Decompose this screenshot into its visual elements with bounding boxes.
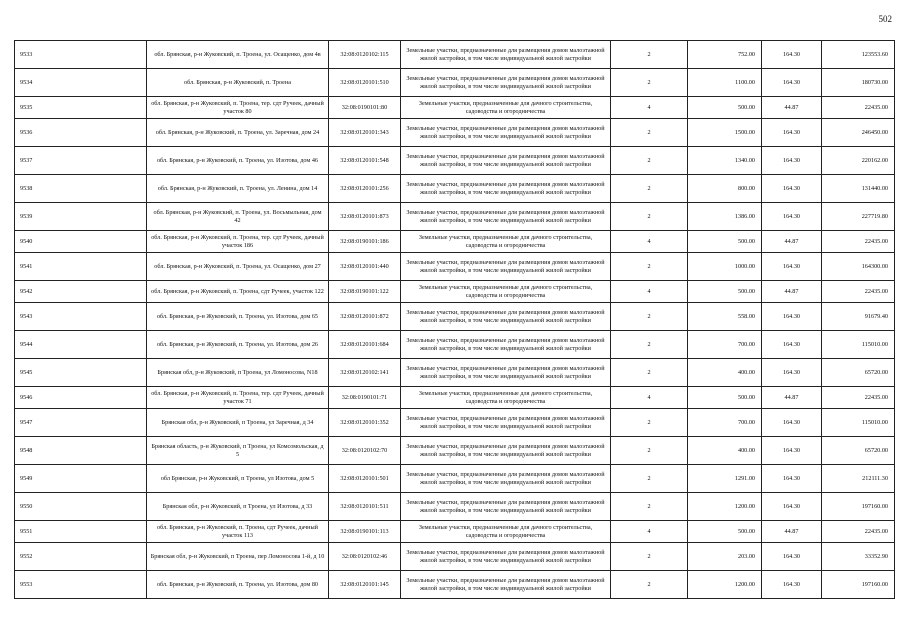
cadastral-value-cell: 115010.00 bbox=[822, 331, 895, 359]
address-cell: обл. Брянская, р-н Жуковский, п. Троена, ул. Осащенко, дом 27 bbox=[147, 253, 329, 281]
table-row bbox=[15, 281, 895, 303]
area-cell: 500.00 bbox=[688, 97, 762, 119]
table-row bbox=[15, 409, 895, 437]
land-use-cell: Земельные участки, предназначенные для размещения домов малоэтажной жилой застройки, в том числе индивидуальной жилой застройки bbox=[401, 253, 611, 281]
address-cell: обл. Брянская, р-н Жуковский, п. Троена, ул. Заречная, дом 24 bbox=[147, 119, 329, 147]
rate-cell: 164.30 bbox=[762, 571, 822, 599]
group-cell: 2 bbox=[611, 409, 688, 437]
cadastral-value-cell: 220162.00 bbox=[822, 147, 895, 175]
table-row bbox=[15, 571, 895, 599]
address-cell: Брянская обл, р-н Жуковский, п Троена, пер Ломоносова 1-й, д 10 bbox=[147, 543, 329, 571]
rate-cell: 164.30 bbox=[762, 203, 822, 231]
rate-cell: 164.30 bbox=[762, 69, 822, 97]
address-cell: обл. Брянская, р-н Жуковский, п. Троена, ул. Ленина, дом 14 bbox=[147, 175, 329, 203]
rate-cell: 44.87 bbox=[762, 521, 822, 543]
land-use-cell: Земельные участки, предназначенные для размещения домов малоэтажной жилой застройки, в том числе индивидуальной жилой застройки bbox=[401, 359, 611, 387]
rate-cell: 164.30 bbox=[762, 41, 822, 69]
table-row bbox=[15, 69, 895, 97]
address-cell: Брянская обл, р-н Жуковский, п Троена, ул Изотова, д 33 bbox=[147, 493, 329, 521]
row-number-cell: 9553 bbox=[15, 571, 147, 599]
table-row bbox=[15, 41, 895, 69]
area-cell: 1386.00 bbox=[688, 203, 762, 231]
cadastral-number-cell: 32:08:0120101:511 bbox=[329, 493, 401, 521]
land-use-cell: Земельные участки, предназначенные для дачного строительства, садоводства и огородничества bbox=[401, 231, 611, 253]
cadastral-value-cell: 197160.00 bbox=[822, 493, 895, 521]
area-cell: 700.00 bbox=[688, 409, 762, 437]
area-cell: 400.00 bbox=[688, 437, 762, 465]
cadastral-value-cell: 22435.00 bbox=[822, 281, 895, 303]
land-use-cell: Земельные участки, предназначенные для размещения домов малоэтажной жилой застройки, в том числе индивидуальной жилой застройки bbox=[401, 465, 611, 493]
cadastral-value-cell: 246450.00 bbox=[822, 119, 895, 147]
area-cell: 500.00 bbox=[688, 231, 762, 253]
address-cell: обл. Брянская, р-н Жуковский, п. Троена, сдт Ручеек, участок 122 bbox=[147, 281, 329, 303]
row-number-cell: 9533 bbox=[15, 41, 147, 69]
table-row bbox=[15, 521, 895, 543]
row-number-cell: 9534 bbox=[15, 69, 147, 97]
rate-cell: 164.30 bbox=[762, 253, 822, 281]
cadastral-number-cell: 32:08:0120101:256 bbox=[329, 175, 401, 203]
cadastral-value-cell: 22435.00 bbox=[822, 97, 895, 119]
group-cell: 2 bbox=[611, 493, 688, 521]
area-cell: 500.00 bbox=[688, 387, 762, 409]
rate-cell: 164.30 bbox=[762, 119, 822, 147]
cadastral-number-cell: 32:08:0120101:872 bbox=[329, 303, 401, 331]
cadastral-number-cell: 32:08:0190101:113 bbox=[329, 521, 401, 543]
cadastral-number-cell: 32:08:0190101:71 bbox=[329, 387, 401, 409]
area-cell: 1200.00 bbox=[688, 493, 762, 521]
row-number-cell: 9540 bbox=[15, 231, 147, 253]
cadastral-value-cell: 123553.60 bbox=[822, 41, 895, 69]
area-cell: 800.00 bbox=[688, 175, 762, 203]
land-use-cell: Земельные участки, предназначенные для размещения домов малоэтажной жилой застройки, в том числе индивидуальной жилой застройки bbox=[401, 147, 611, 175]
cadastral-number-cell: 32:08:0120101:501 bbox=[329, 465, 401, 493]
group-cell: 4 bbox=[611, 387, 688, 409]
address-cell: обл Брянская, р-н Жуковский, п Троена, ул Изотова, дом 5 bbox=[147, 465, 329, 493]
land-use-cell: Земельные участки, предназначенные для размещения домов малоэтажной жилой застройки, в том числе индивидуальной жилой застройки bbox=[401, 41, 611, 69]
land-use-cell: Земельные участки, предназначенные для размещения домов малоэтажной жилой застройки, в том числе индивидуальной жилой застройки bbox=[401, 69, 611, 97]
group-cell: 2 bbox=[611, 331, 688, 359]
address-cell: Брянская область, р-н Жуковский, п Троена, ул Комсомольская, д 5 bbox=[147, 437, 329, 465]
group-cell: 2 bbox=[611, 571, 688, 599]
cadastral-number-cell: 32:08:0120101:352 bbox=[329, 409, 401, 437]
rate-cell: 44.87 bbox=[762, 387, 822, 409]
cadastral-number-cell: 32:08:0120101:684 bbox=[329, 331, 401, 359]
land-use-cell: Земельные участки, предназначенные для размещения домов малоэтажной жилой застройки, в том числе индивидуальной жилой застройки bbox=[401, 409, 611, 437]
cadastral-number-cell: 32:08:0120101:548 bbox=[329, 147, 401, 175]
land-use-cell: Земельные участки, предназначенные для дачного строительства, садоводства и огородничества bbox=[401, 521, 611, 543]
cadastral-number-cell: 32:08:0120101:145 bbox=[329, 571, 401, 599]
table-row bbox=[15, 543, 895, 571]
table-row bbox=[15, 231, 895, 253]
table-row bbox=[15, 387, 895, 409]
cadastral-value-cell: 212111.30 bbox=[822, 465, 895, 493]
cadastral-value-cell: 22435.00 bbox=[822, 387, 895, 409]
row-number-cell: 9545 bbox=[15, 359, 147, 387]
address-cell: обл. Брянская, р-н Жуковский, п. Троена, тер. сдт Ручеек, дачный участок 71 bbox=[147, 387, 329, 409]
row-number-cell: 9538 bbox=[15, 175, 147, 203]
area-cell: 1340.00 bbox=[688, 147, 762, 175]
page-number: 502 bbox=[878, 14, 892, 24]
group-cell: 2 bbox=[611, 465, 688, 493]
group-cell: 2 bbox=[611, 303, 688, 331]
table-row bbox=[15, 119, 895, 147]
row-number-cell: 9539 bbox=[15, 203, 147, 231]
cadastral-value-cell: 22435.00 bbox=[822, 521, 895, 543]
row-number-cell: 9552 bbox=[15, 543, 147, 571]
cadastral-value-cell: 180730.00 bbox=[822, 69, 895, 97]
area-cell: 1000.00 bbox=[688, 253, 762, 281]
row-number-cell: 9543 bbox=[15, 303, 147, 331]
table-body bbox=[15, 41, 895, 599]
rate-cell: 44.87 bbox=[762, 231, 822, 253]
land-use-cell: Земельные участки, предназначенные для размещения домов малоэтажной жилой застройки, в том числе индивидуальной жилой застройки bbox=[401, 437, 611, 465]
cadastral-number-cell: 32:08:0120101:510 bbox=[329, 69, 401, 97]
table-row bbox=[15, 359, 895, 387]
land-use-cell: Земельные участки, предназначенные для дачного строительства, садоводства и огородничества bbox=[401, 97, 611, 119]
rate-cell: 164.30 bbox=[762, 359, 822, 387]
group-cell: 4 bbox=[611, 281, 688, 303]
area-cell: 1500.00 bbox=[688, 119, 762, 147]
cadastral-number-cell: 32:08:0120102:70 bbox=[329, 437, 401, 465]
group-cell: 4 bbox=[611, 521, 688, 543]
table-row bbox=[15, 493, 895, 521]
cadastral-number-cell: 32:08:0120102:141 bbox=[329, 359, 401, 387]
area-cell: 400.00 bbox=[688, 359, 762, 387]
rate-cell: 164.30 bbox=[762, 175, 822, 203]
area-cell: 1291.00 bbox=[688, 465, 762, 493]
area-cell: 203.00 bbox=[688, 543, 762, 571]
address-cell: обл. Брянская, р-н Жуковский, п. Троена, ул. Изотова, дом 65 bbox=[147, 303, 329, 331]
cadastral-value-cell: 227719.80 bbox=[822, 203, 895, 231]
table-row bbox=[15, 203, 895, 231]
row-number-cell: 9537 bbox=[15, 147, 147, 175]
cadastral-number-cell: 32:08:0120101:440 bbox=[329, 253, 401, 281]
group-cell: 2 bbox=[611, 203, 688, 231]
address-cell: обл. Брянская, р-н Жуковский, п. Троена, сдт Ручеек, дачный участок 113 bbox=[147, 521, 329, 543]
address-cell: обл. Брянская, р-н Жуковский, п. Троена, тер. сдт Ручеек, дачный участок 80 bbox=[147, 97, 329, 119]
cadastral-value-cell: 65720.00 bbox=[822, 437, 895, 465]
land-use-cell: Земельные участки, предназначенные для размещения домов малоэтажной жилой застройки, в том числе индивидуальной жилой застройки bbox=[401, 543, 611, 571]
group-cell: 2 bbox=[611, 437, 688, 465]
cadastral-value-cell: 164300.00 bbox=[822, 253, 895, 281]
cadastral-number-cell: 32:08:0120101:343 bbox=[329, 119, 401, 147]
land-use-cell: Земельные участки, предназначенные для размещения домов малоэтажной жилой застройки, в том числе индивидуальной жилой застройки bbox=[401, 571, 611, 599]
cadastral-number-cell: 32:08:0190101:80 bbox=[329, 97, 401, 119]
address-cell: обл. Брянская, р-н Жуковский, п. Троена, ул. Восьмыльная, дом 42 bbox=[147, 203, 329, 231]
cadastral-number-cell: 32:08:0190101:122 bbox=[329, 281, 401, 303]
address-cell: обл. Брянская, р-н Жуковский, п. Троена, ул. Изотова, дом 80 bbox=[147, 571, 329, 599]
table-row bbox=[15, 437, 895, 465]
group-cell: 2 bbox=[611, 543, 688, 571]
table-row bbox=[15, 303, 895, 331]
cadastral-number-cell: 32:08:0190101:186 bbox=[329, 231, 401, 253]
row-number-cell: 9549 bbox=[15, 465, 147, 493]
land-registry-table bbox=[14, 40, 895, 599]
address-cell: обл. Брянская, р-н Жуковский, п. Троена bbox=[147, 69, 329, 97]
group-cell: 4 bbox=[611, 97, 688, 119]
area-cell: 752.00 bbox=[688, 41, 762, 69]
area-cell: 700.00 bbox=[688, 331, 762, 359]
address-cell: обл. Брянская, р-н Жуковский, п. Троена, тер. сдт Ручеек, дачный участок 186 bbox=[147, 231, 329, 253]
address-cell: обл. Брянская, р-н Жуковский, п. Троена, ул. Изотова, дом 26 bbox=[147, 331, 329, 359]
rate-cell: 164.30 bbox=[762, 437, 822, 465]
rate-cell: 164.30 bbox=[762, 331, 822, 359]
table-row bbox=[15, 175, 895, 203]
cadastral-value-cell: 22435.00 bbox=[822, 231, 895, 253]
land-use-cell: Земельные участки, предназначенные для размещения домов малоэтажной жилой застройки, в том числе индивидуальной жилой застройки bbox=[401, 303, 611, 331]
rate-cell: 164.30 bbox=[762, 303, 822, 331]
area-cell: 1200.00 bbox=[688, 571, 762, 599]
area-cell: 558.00 bbox=[688, 303, 762, 331]
area-cell: 500.00 bbox=[688, 521, 762, 543]
area-cell: 500.00 bbox=[688, 281, 762, 303]
cadastral-value-cell: 33352.90 bbox=[822, 543, 895, 571]
cadastral-number-cell: 32:08:0120102:46 bbox=[329, 543, 401, 571]
row-number-cell: 9541 bbox=[15, 253, 147, 281]
row-number-cell: 9551 bbox=[15, 521, 147, 543]
address-cell: обл. Брянская, р-н Жуковский, п. Троена, ул. Осащенко, дом 4в bbox=[147, 41, 329, 69]
group-cell: 2 bbox=[611, 147, 688, 175]
rate-cell: 164.30 bbox=[762, 409, 822, 437]
table-row bbox=[15, 97, 895, 119]
table-row bbox=[15, 465, 895, 493]
area-cell: 1100.00 bbox=[688, 69, 762, 97]
address-cell: Брянская обл, р-н Жуковский, п Троена, ул Заречная, д 34 bbox=[147, 409, 329, 437]
cadastral-number-cell: 32:08:0120102:115 bbox=[329, 41, 401, 69]
row-number-cell: 9548 bbox=[15, 437, 147, 465]
rate-cell: 164.30 bbox=[762, 147, 822, 175]
cadastral-value-cell: 65720.00 bbox=[822, 359, 895, 387]
rate-cell: 164.30 bbox=[762, 543, 822, 571]
rate-cell: 164.30 bbox=[762, 493, 822, 521]
row-number-cell: 9550 bbox=[15, 493, 147, 521]
cadastral-number-cell: 32:08:0120101:873 bbox=[329, 203, 401, 231]
group-cell: 4 bbox=[611, 231, 688, 253]
group-cell: 2 bbox=[611, 69, 688, 97]
cadastral-value-cell: 91679.40 bbox=[822, 303, 895, 331]
land-use-cell: Земельные участки, предназначенные для размещения домов малоэтажной жилой застройки, в том числе индивидуальной жилой застройки bbox=[401, 203, 611, 231]
row-number-cell: 9535 bbox=[15, 97, 147, 119]
row-number-cell: 9542 bbox=[15, 281, 147, 303]
land-use-cell: Земельные участки, предназначенные для размещения домов малоэтажной жилой застройки, в том числе индивидуальной жилой застройки bbox=[401, 493, 611, 521]
rate-cell: 44.87 bbox=[762, 97, 822, 119]
row-number-cell: 9547 bbox=[15, 409, 147, 437]
table-row bbox=[15, 147, 895, 175]
address-cell: Брянская обл, р-н Жуковский, п Троена, ул Ломоносова, N18 bbox=[147, 359, 329, 387]
row-number-cell: 9544 bbox=[15, 331, 147, 359]
cadastral-value-cell: 115010.00 bbox=[822, 409, 895, 437]
land-use-cell: Земельные участки, предназначенные для размещения домов малоэтажной жилой застройки, в том числе индивидуальной жилой застройки bbox=[401, 175, 611, 203]
group-cell: 2 bbox=[611, 175, 688, 203]
rate-cell: 164.30 bbox=[762, 465, 822, 493]
land-use-cell: Земельные участки, предназначенные для дачного строительства, садоводства и огородничества bbox=[401, 281, 611, 303]
group-cell: 2 bbox=[611, 41, 688, 69]
group-cell: 2 bbox=[611, 119, 688, 147]
group-cell: 2 bbox=[611, 253, 688, 281]
group-cell: 2 bbox=[611, 359, 688, 387]
rate-cell: 44.87 bbox=[762, 281, 822, 303]
row-number-cell: 9536 bbox=[15, 119, 147, 147]
land-use-cell: Земельные участки, предназначенные для размещения домов малоэтажной жилой застройки, в том числе индивидуальной жилой застройки bbox=[401, 331, 611, 359]
cadastral-value-cell: 197160.00 bbox=[822, 571, 895, 599]
address-cell: обл. Брянская, р-н Жуковский, п. Троена, ул. Изотова, дом 46 bbox=[147, 147, 329, 175]
land-use-cell: Земельные участки, предназначенные для дачного строительства, садоводства и огородничества bbox=[401, 387, 611, 409]
cadastral-value-cell: 131440.00 bbox=[822, 175, 895, 203]
table-row bbox=[15, 331, 895, 359]
row-number-cell: 9546 bbox=[15, 387, 147, 409]
table-row bbox=[15, 253, 895, 281]
land-use-cell: Земельные участки, предназначенные для размещения домов малоэтажной жилой застройки, в том числе индивидуальной жилой застройки bbox=[401, 119, 611, 147]
